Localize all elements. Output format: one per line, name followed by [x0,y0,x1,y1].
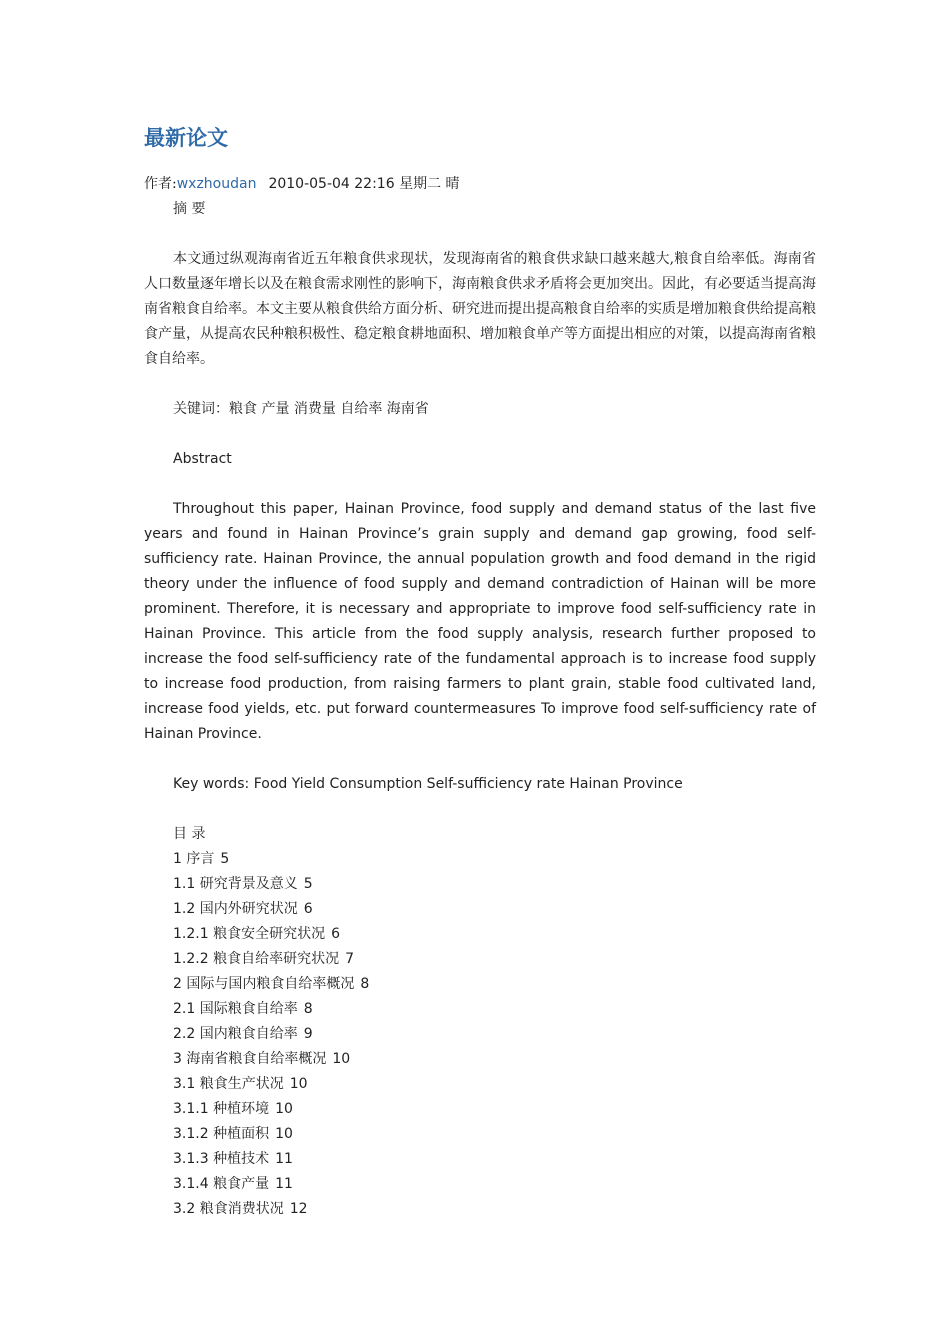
post-weekday-weather: 星期二 晴 [399,176,460,192]
author-label: 作者: [144,176,177,192]
author-link[interactable]: wxzhoudan [176,176,257,192]
abstract-en-heading: Abstract [173,451,232,467]
toc-item: 3.1.1 种植环境 10 [173,1101,293,1117]
post-datetime: 2010-05-04 22:16 [268,176,395,192]
toc-item: 2.2 国内粮食自给率 9 [173,1026,313,1042]
abstract-en-body: Throughout this paper, Hainan Province, food supply and demand status of the last five years and found in Hainan Province’s grain supply and demand gap growing, food self-sufficiency rate. Hainan Province, the annual population growth and food demand in the rigid theory under the influence of food supply and demand contradiction of Hainan will be more prominent. Therefore, it is necessary and appropriate to improve food self-sufficiency rate in Hainan Province. This article from the food supply analysis, research further proposed to increase the food self-sufficiency rate of the fundamental approach is to increase food supply to increase food production, from raising farmers to plant grain, stable food cultivated land, increase food yields, etc. put forward countermeasures To improve food self-sufficiency rate of Hainan Province. [144,501,816,742]
toc-item: 3.1.3 种植技术 11 [173,1151,293,1167]
toc-item: 3.1 粮食生产状况 10 [173,1076,308,1092]
toc-item: 1 序言 5 [173,851,230,867]
toc-item: 1.2.2 粮食自给率研究状况 7 [173,951,354,967]
toc-item: 3.1.4 粮食产量 11 [173,1176,293,1192]
article-meta [144,172,816,197]
keywords-cn: 关键词：粮食 产量 消费量 自给率 海南省 [173,401,429,417]
toc-item: 3.1.2 种植面积 10 [173,1126,293,1142]
toc-item: 1.2.1 粮食安全研究状况 6 [173,926,340,942]
toc-item: 3.2 粮食消费状况 12 [173,1201,308,1217]
keywords-en: Key words: Food Yield Consumption Self-sufficiency rate Hainan Province [173,776,683,792]
toc-heading: 目 录 [173,826,206,842]
table-of-contents [144,847,816,1222]
page-title: 最新论文 [144,125,228,150]
toc-item: 2.1 国际粮食自给率 8 [173,1001,313,1017]
toc-item: 3 海南省粮食自给率概况 10 [173,1051,351,1067]
abstract-cn-heading: 摘 要 [173,201,206,217]
toc-item: 1.2 国内外研究状况 6 [173,901,313,917]
abstract-cn-body: 本文通过纵观海南省近五年粮食供求现状，发现海南省的粮食供求缺口越来越大,粮食自给率低。海南省人口数量逐年增长以及在粮食需求刚性的影响下，海南粮食供求矛盾将会更加突出。因此，有必要适当提高海南省粮食自给率。本文主要从粮食供给方面分析、研究进而提出提高粮食自给率的实质是增加粮食供给提高粮食产量，从提高农民种粮积极性、稳定粮食耕地面积、增加粮食单产等方面提出相应的对策，以提高海南省粮食自给率。 [144,251,816,367]
toc-item: 1.1 研究背景及意义 5 [173,876,313,892]
toc-item: 2 国际与国内粮食自给率概况 8 [173,976,370,992]
article [144,120,816,1222]
